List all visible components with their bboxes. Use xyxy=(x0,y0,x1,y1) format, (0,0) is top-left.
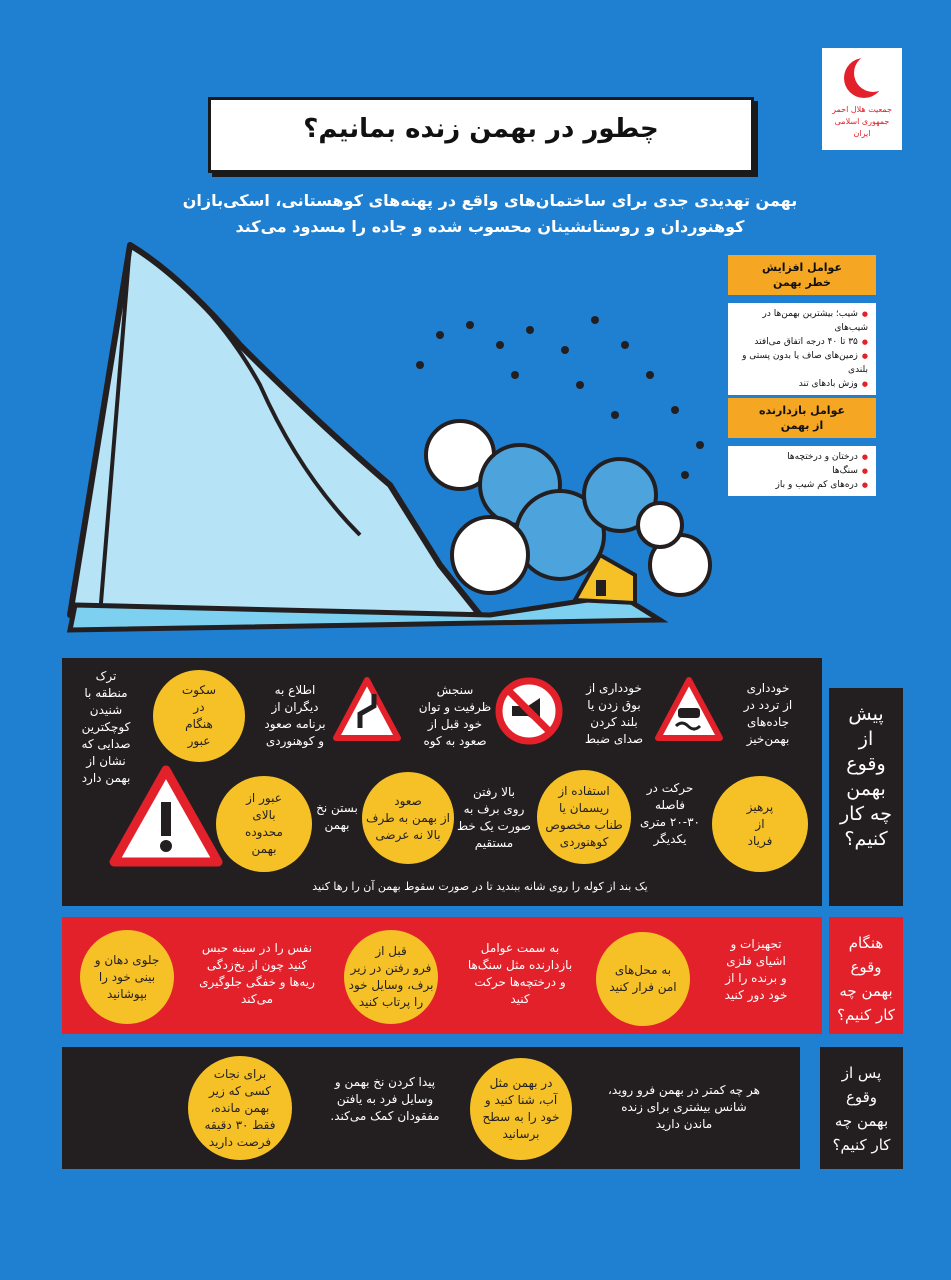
label-line: بهمن چه xyxy=(839,982,893,1000)
tip-line: برسانید xyxy=(502,1127,540,1141)
tip-throw-gear xyxy=(344,930,438,1024)
list-item: ● ۳۵ تا ۴۰ درجه اتفاق می‌افتد xyxy=(736,335,868,349)
tip-line: بالا نه عرضی xyxy=(375,827,441,842)
house-door xyxy=(596,580,606,596)
red-crescent-logo xyxy=(822,48,902,150)
tip-line: سکوت xyxy=(181,683,217,697)
risk-factors-list xyxy=(728,303,876,395)
tip-line: خودداری از xyxy=(586,681,642,695)
preventive-factors-list xyxy=(728,446,876,496)
tip-no-shouting xyxy=(712,776,808,872)
tip-line: شانس بیشتری برای زنده xyxy=(621,1100,747,1114)
tip-line: بینی خود را xyxy=(98,969,156,984)
tip-line: بپوشانید xyxy=(106,986,148,1001)
list-item: ● سنگ‌ها xyxy=(736,464,868,478)
tip-line: هنگام xyxy=(185,717,213,731)
tip-line: بازدارنده مثل سنگ‌ها xyxy=(467,958,573,972)
tip-line: صعود xyxy=(394,793,422,808)
tip-line: طناب مخصوص xyxy=(545,818,623,832)
tip-line: از بهمن به طرف xyxy=(366,810,450,825)
label-line: پیش xyxy=(848,703,884,725)
tip-line: صعود به کوه xyxy=(423,734,487,748)
tip-line: شنیدن xyxy=(89,703,123,717)
tip-line: کنید چون از یخ‌زدگی xyxy=(206,958,308,972)
logo-text xyxy=(826,104,898,140)
subtitle xyxy=(160,188,820,240)
logo-name: جمعیت هلال احمر xyxy=(832,105,892,114)
tip-line: ماندن دارید xyxy=(655,1117,713,1131)
label-line: کنیم؟ xyxy=(844,828,888,850)
tip-use-rope xyxy=(537,770,631,864)
preventive-heading-line2: از بهمن xyxy=(780,419,824,432)
tip-line: ظرفیت و توان xyxy=(418,700,492,714)
preventive-factors-box xyxy=(728,398,876,496)
tip-line: پیدا کردن نخ بهمن و xyxy=(334,1075,436,1089)
avalanche-illustration xyxy=(60,235,720,635)
tip-hold-breath xyxy=(182,940,332,1008)
tip-faster-chance xyxy=(584,1082,784,1133)
tip-swim-up xyxy=(470,1058,572,1160)
no-horn-icon xyxy=(494,676,564,746)
tip-line: می‌کند xyxy=(240,992,274,1006)
list-item: ● وزش بادهای تند xyxy=(736,377,868,391)
label-line: بهمن xyxy=(846,778,886,800)
tip-line: خود قبل از xyxy=(427,717,483,731)
mountain-shape xyxy=(70,245,480,615)
tip-check-capacity xyxy=(410,682,500,750)
tip-avoid-traffic xyxy=(726,680,810,748)
tip-line: ریه‌ها و خفگی جلوگیری xyxy=(199,975,315,989)
tip-line: ۲۰-۳۰ متری xyxy=(639,815,700,829)
tip-climb-straight xyxy=(452,784,536,852)
tip-line: فقط ۳۰ دقیقه xyxy=(204,1117,276,1132)
tip-line: بالا رفتن xyxy=(473,785,515,799)
tip-close-strap xyxy=(310,800,364,834)
tip-line: مفقودان کمک می‌کند. xyxy=(330,1109,440,1123)
tip-line: بستن نخ xyxy=(316,801,358,815)
tip-move-to-barrier xyxy=(452,940,588,1008)
tip-line: عبور از xyxy=(246,791,282,805)
tip-line: صورت یک خط xyxy=(457,819,531,833)
tip-line: برف، وسایل خود xyxy=(348,978,434,992)
tip-flee-safe xyxy=(596,932,690,1026)
tip-line: بهمن‌خیز xyxy=(746,732,790,746)
list-item: ● دره‌های کم شیب و باز xyxy=(736,478,868,492)
tip-line: در xyxy=(193,700,205,714)
page-title: چطور در بهمن زنده بمانیم؟ xyxy=(303,114,659,144)
tip-line: دیگران از xyxy=(271,700,319,714)
tip-line: سنجش xyxy=(436,683,474,697)
tip-line: بهمن xyxy=(324,818,350,832)
slippery-road-warning-icon xyxy=(654,676,724,744)
tip-line: تجهیزات و xyxy=(730,937,782,951)
tip-keep-distance xyxy=(630,780,710,848)
warning-exclamation-icon xyxy=(108,764,224,870)
tip-line: و درختچه‌ها حرکت xyxy=(474,975,566,989)
tip-line: به محل‌های xyxy=(614,963,672,977)
label-line: چه کار xyxy=(840,803,892,825)
tip-line: استفاده از xyxy=(558,784,610,798)
tip-no-horn xyxy=(572,680,656,748)
list-item: ● شیب؛ بیشترین بهمن‌ها در شیب‌های xyxy=(736,307,868,335)
risk-heading-line2: خطر بهمن xyxy=(773,276,831,289)
label-line: پس از xyxy=(841,1064,882,1082)
tip-cover-mouth xyxy=(80,930,174,1024)
tip-line: فرصت دارید xyxy=(208,1134,272,1149)
snowball-6 xyxy=(452,517,528,593)
tip-line: روی برف به xyxy=(463,802,525,816)
preventive-heading-line1: عوامل بازدارنده xyxy=(759,404,845,417)
tip-line: آب، شنا کنید و xyxy=(484,1093,558,1107)
tip-line: خودداری xyxy=(746,681,790,695)
list-item: ● زمین‌های صاف یا بدون پستی و بلندی xyxy=(736,349,868,377)
tip-line: به سمت عوامل xyxy=(480,941,560,955)
label-line: وقوع xyxy=(845,1088,878,1106)
label-line: وقوع xyxy=(850,958,882,976)
tip-line: جاده‌های xyxy=(746,715,790,729)
tip-line: برنامه صعود xyxy=(264,717,326,731)
tip-line: بالای xyxy=(252,808,276,822)
tip-line: فریاد xyxy=(747,833,773,848)
snowball-7 xyxy=(638,503,682,547)
tip-line: ریسمان یا xyxy=(558,801,610,815)
tip-line: مستقیم xyxy=(474,836,514,850)
tip-find-cord xyxy=(310,1074,460,1125)
title-box xyxy=(208,97,754,173)
tip-line: از xyxy=(755,816,765,831)
before-footer: یک بند از کوله را روی شانه ببندید تا در صورت سقوط بهمن آن را رها کنید xyxy=(312,880,648,893)
tip-line: از تردد در xyxy=(743,698,793,712)
label-line: کار کنیم؟ xyxy=(837,1006,895,1024)
label-line: از xyxy=(858,728,874,750)
tip-line: کوهنوردی xyxy=(559,835,609,849)
tip-climb-sides xyxy=(362,772,454,864)
tip-line: قبل از xyxy=(375,944,407,958)
tip-line: منطقه با xyxy=(84,686,128,700)
tip-line: صدای ضبط xyxy=(584,732,644,746)
tip-line: ترک xyxy=(95,669,117,683)
tip-line: هر چه کمتر در بهمن فرو روید، xyxy=(608,1083,760,1097)
before-label xyxy=(829,688,903,906)
tip-line: جلوی دهان و xyxy=(94,952,160,967)
tip-line: وسایل فرد به یافتن xyxy=(336,1092,434,1106)
label-line: کار کنیم؟ xyxy=(832,1136,891,1154)
tip-line: در بهمن مثل xyxy=(489,1076,553,1090)
tip-line: عبور xyxy=(187,734,211,748)
tip-line: خود دور کنید xyxy=(724,988,788,1002)
tip-line: بهمن مانده، xyxy=(210,1100,270,1115)
tip-line: اشیای فلزی xyxy=(726,954,786,968)
risk-heading-line1: عوامل افزایش xyxy=(762,261,842,274)
tip-line: محدوده xyxy=(245,825,283,839)
tip-line: فاصله xyxy=(655,798,685,812)
tip-line: نشان از xyxy=(86,754,126,768)
tip-line: بهمن دارد xyxy=(81,771,131,785)
tip-line: صدایی که xyxy=(81,737,131,751)
tip-line: امن فرار کنید xyxy=(609,980,677,994)
subtitle-line-1: بهمن تهدیدی جدی برای ساختمان‌های واقع در پهنه‌های کوهستانی، اسکی‌بازان xyxy=(182,191,798,210)
during-label xyxy=(829,917,903,1034)
risk-factors-box xyxy=(728,255,876,395)
subtitle-line-2: کوهنوردان و روستانشینان محسوب شده و جاده را مسدود می‌کند xyxy=(235,217,745,236)
tip-inform-others xyxy=(250,682,340,750)
tip-line: فرو رفتن در زیر xyxy=(350,961,432,975)
crescent-cut xyxy=(854,54,892,92)
tip-metal-items xyxy=(706,936,806,1004)
tip-line: بوق زدن یا xyxy=(587,698,641,712)
tip-line: نفس را در سینه حبس xyxy=(201,941,313,955)
winding-road-warning-icon xyxy=(332,676,402,744)
label-line: هنگام xyxy=(848,934,884,952)
tip-cross-top xyxy=(216,776,312,872)
tip-line: برای نجات xyxy=(213,1066,267,1081)
tip-rescue-time xyxy=(188,1056,292,1160)
after-label xyxy=(820,1047,903,1169)
list-item: ● درختان و درختچه‌ها xyxy=(736,450,868,464)
tip-line: حرکت در xyxy=(646,781,694,795)
tip-line: خود را به سطح xyxy=(482,1110,560,1124)
tip-silence xyxy=(153,670,245,762)
tip-line: بلند کردن xyxy=(590,715,638,729)
tip-line: کنید xyxy=(510,992,530,1006)
tip-line: بهمن xyxy=(251,842,277,856)
tip-line: پرهیز xyxy=(746,799,774,814)
tip-line: و کوهنوردی xyxy=(265,734,325,748)
risk-factors-heading xyxy=(728,255,876,295)
logo-country: جمهوری اسلامی ایران xyxy=(834,117,890,138)
tip-line: را پرتاب کنید xyxy=(358,995,424,1009)
tip-line: کسی که زیر xyxy=(209,1083,271,1098)
tip-line: اطلاع به xyxy=(274,683,316,697)
label-line: بهمن چه xyxy=(834,1112,889,1130)
tip-line: یکدیگر xyxy=(653,832,687,846)
preventive-factors-heading xyxy=(728,398,876,438)
tip-line: کوچکترین xyxy=(81,720,131,734)
tip-line: و برنده را از xyxy=(725,971,787,985)
label-line: وقوع xyxy=(846,753,886,775)
